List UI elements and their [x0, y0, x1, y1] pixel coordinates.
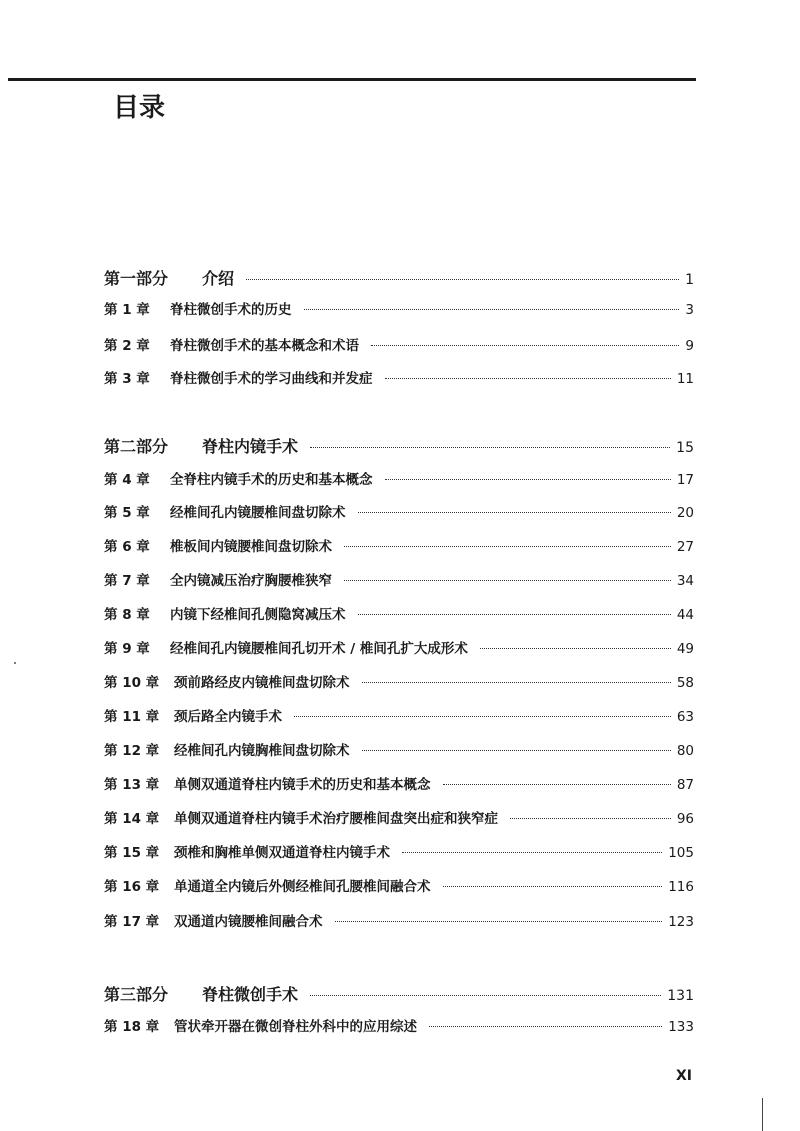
toc-entry-number: 第 8 章	[104, 607, 150, 623]
dot-leader	[385, 378, 671, 379]
toc-entry-page: 1	[685, 272, 694, 288]
dot-leader	[443, 784, 671, 785]
dot-leader	[510, 818, 671, 819]
toc-entry-title: 脊柱微创手术的基本概念和术语	[170, 338, 359, 354]
toc-part-entry[interactable]	[104, 266, 694, 289]
toc-chapter-entry[interactable]	[104, 807, 694, 827]
toc-entry-title: 颈后路全内镜手术	[174, 709, 282, 725]
toc-entry-title: 内镜下经椎间孔侧隐窝减压术	[170, 607, 346, 623]
toc-entry-number: 第 2 章	[104, 338, 150, 354]
dot-leader	[362, 682, 671, 683]
dot-leader	[246, 279, 679, 280]
toc-entry-page: 105	[668, 845, 694, 861]
dot-leader	[358, 614, 671, 615]
toc-chapter-entry[interactable]	[104, 705, 694, 725]
dot-leader	[310, 447, 670, 448]
toc-chapter-entry[interactable]	[104, 773, 694, 793]
toc-entry-number: 第一部分	[104, 269, 169, 288]
toc-entry-page: 20	[676, 505, 694, 521]
toc-chapter-entry[interactable]	[104, 841, 694, 861]
scan-speck	[14, 662, 16, 664]
toc-entry-page: 44	[676, 607, 694, 623]
scan-edge-line	[762, 1098, 763, 1131]
dot-leader	[344, 580, 671, 581]
toc-chapter-entry[interactable]	[104, 334, 694, 354]
toc-entry-page: 34	[676, 573, 694, 589]
toc-entry-title: 全内镜减压治疗胸腰椎狭窄	[170, 573, 332, 589]
toc-entry-page: 49	[676, 641, 694, 657]
dot-leader	[429, 1026, 662, 1027]
toc-entry-page: 17	[676, 472, 694, 488]
page-number-folio: XI	[676, 1068, 693, 1084]
toc-entry-number: 第 3 章	[104, 371, 150, 387]
dot-leader	[304, 309, 680, 310]
toc-entry-page: 9	[685, 338, 694, 354]
toc-entry-page: 15	[676, 440, 694, 456]
toc-entry-page: 63	[676, 709, 694, 725]
toc-entry-page: 11	[676, 371, 694, 387]
toc-chapter-entry[interactable]	[104, 1015, 694, 1035]
dot-leader	[344, 546, 671, 547]
dot-leader	[310, 995, 661, 996]
toc-entry-title: 双通道内镜腰椎间融合术	[174, 914, 323, 930]
toc-entry-title: 经椎间孔内镜腰椎间孔切开术 / 椎间孔扩大成形术	[170, 641, 468, 657]
toc-entry-page: 133	[668, 1019, 694, 1035]
toc-entry-number: 第 17 章	[104, 914, 160, 930]
toc-part-entry[interactable]	[104, 434, 694, 457]
toc-entry-title: 脊柱内镜手术	[202, 437, 299, 456]
toc-entry-page: 27	[676, 539, 694, 555]
toc-part-entry[interactable]	[104, 982, 694, 1005]
dot-leader	[443, 886, 663, 887]
toc-chapter-entry[interactable]	[104, 501, 694, 521]
toc-chapter-entry[interactable]	[104, 468, 694, 488]
toc-entry-number: 第 18 章	[104, 1019, 160, 1035]
toc-chapter-entry[interactable]	[104, 569, 694, 589]
dot-leader	[362, 750, 671, 751]
toc-entry-page: 58	[676, 675, 694, 691]
toc-entry-number: 第 16 章	[104, 879, 160, 895]
toc-entry-page: 116	[668, 879, 694, 895]
toc-entry-title: 椎板间内镜腰椎间盘切除术	[170, 539, 332, 555]
toc-entry-title: 颈前路经皮内镜椎间盘切除术	[174, 675, 350, 691]
dot-leader	[480, 648, 671, 649]
dot-leader	[402, 852, 662, 853]
page-title: 目录	[113, 93, 166, 123]
toc-entry-title: 脊柱微创手术的历史	[170, 302, 292, 318]
toc-entry-number: 第 13 章	[104, 777, 160, 793]
dot-leader	[335, 921, 663, 922]
dot-leader	[358, 512, 671, 513]
toc-chapter-entry[interactable]	[104, 535, 694, 555]
toc-entry-page: 123	[668, 914, 694, 930]
toc-entry-title: 颈椎和胸椎单侧双通道脊柱内镜手术	[174, 845, 390, 861]
toc-entry-title: 单侧双通道脊柱内镜手术的历史和基本概念	[174, 777, 431, 793]
toc-entry-page: 3	[685, 302, 694, 318]
toc-entry-number: 第 9 章	[104, 641, 150, 657]
toc-chapter-entry[interactable]	[104, 910, 694, 930]
toc-entry-number: 第 5 章	[104, 505, 150, 521]
toc-entry-number: 第 4 章	[104, 472, 150, 488]
toc-chapter-entry[interactable]	[104, 637, 694, 657]
toc-entry-title: 介绍	[202, 269, 235, 288]
toc-chapter-entry[interactable]	[104, 875, 694, 895]
toc-entry-number: 第三部分	[104, 985, 169, 1004]
toc-entry-page: 96	[676, 811, 694, 827]
toc-chapter-entry[interactable]	[104, 298, 694, 318]
toc-entry-number: 第 11 章	[104, 709, 160, 725]
toc-entry-title: 单通道全内镜后外侧经椎间孔腰椎间融合术	[174, 879, 431, 895]
dot-leader	[294, 716, 671, 717]
toc-entry-title: 管状牵开器在微创脊柱外科中的应用综述	[174, 1019, 417, 1035]
dot-leader	[385, 479, 671, 480]
toc-entry-number: 第 15 章	[104, 845, 160, 861]
toc-entry-number: 第 14 章	[104, 811, 160, 827]
toc-chapter-entry[interactable]	[104, 739, 694, 759]
toc-entry-title: 脊柱微创手术	[202, 985, 299, 1004]
toc-entry-number: 第 6 章	[104, 539, 150, 555]
toc-entry-title: 单侧双通道脊柱内镜手术治疗腰椎间盘突出症和狭窄症	[174, 811, 498, 827]
toc-entry-title: 全脊柱内镜手术的历史和基本概念	[170, 472, 373, 488]
toc-entry-number: 第 1 章	[104, 302, 150, 318]
dot-leader	[371, 345, 679, 346]
toc-entry-number: 第二部分	[104, 437, 169, 456]
toc-entry-page: 131	[667, 988, 694, 1004]
toc-entry-page: 87	[676, 777, 694, 793]
toc-entry-number: 第 7 章	[104, 573, 150, 589]
toc-chapter-entry[interactable]	[104, 671, 694, 691]
toc-entry-title: 经椎间孔内镜腰椎间盘切除术	[170, 505, 346, 521]
toc-entry-title: 经椎间孔内镜胸椎间盘切除术	[174, 743, 350, 759]
toc-entry-title: 脊柱微创手术的学习曲线和并发症	[170, 371, 373, 387]
toc-chapter-entry[interactable]	[104, 367, 694, 387]
toc-entry-page: 80	[676, 743, 694, 759]
toc-chapter-entry[interactable]	[104, 603, 694, 623]
toc-entry-number: 第 12 章	[104, 743, 160, 759]
toc-entry-number: 第 10 章	[104, 675, 160, 691]
